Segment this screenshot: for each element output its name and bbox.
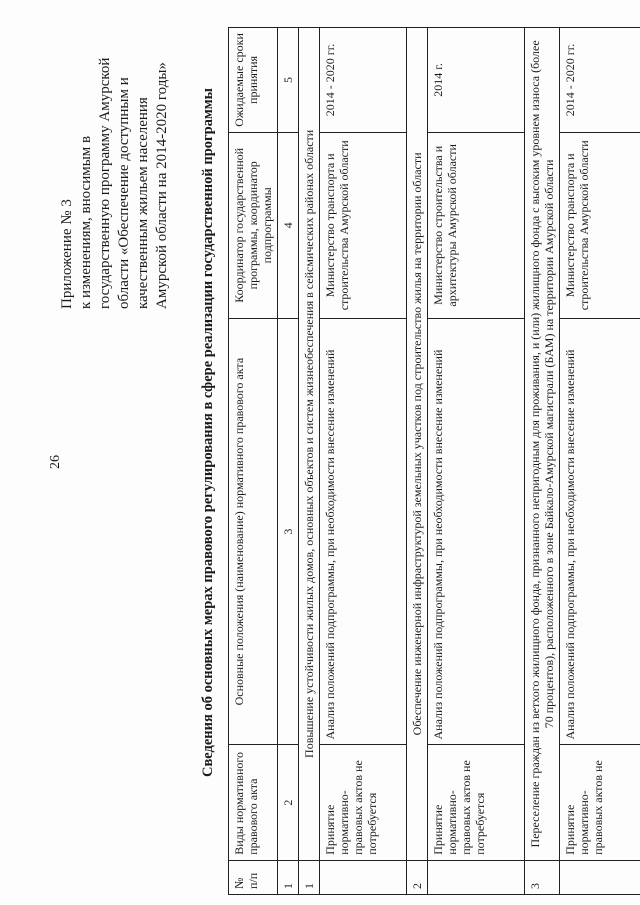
act-type-cell: Принятие нормативно-правовых актов не [560,745,640,860]
column-number: 3 [278,318,299,745]
section-title: Переселение граждан из ветхого жилищного фонда, признанного непригодным для проживания, и (или) жилищного фонда с высоким уровнем износа (более 70 процентов), расположенного в зоне Байкало-Амурской магистрали (БАМ) на территории Амурской области [525,28,560,861]
act-type-cell: Принятие нормативно-правовых актов не потребуется [320,745,407,860]
section-title: Обеспечение инженерной инфраструктурой земельных участков под строительство жилья на территории области [407,28,428,861]
appendix-line: области «Обеспечение доступным и [116,77,132,309]
row-number [428,860,525,894]
table-row [428,28,525,895]
header-coordinator: Координатор государственной программы, координатор подпрограммы [229,132,278,318]
section-number: 1 [299,860,320,894]
section-row [407,28,428,895]
coordinator-cell: Министерство строительства и архитектуры Амурской области [428,132,525,318]
appendix-line: качественным жильем населения [135,97,151,309]
section-number: 2 [407,860,428,894]
appendix-line: к изменениям, вносимым в [78,135,94,309]
table-header-row [229,28,278,895]
column-numbers-row [278,28,299,895]
coordinator-cell: Министерство транспорта и строительства Амурской области [320,132,407,318]
column-number: 4 [278,132,299,318]
document-title: Сведения об основных мерах правового регулирования в сфере реализации государственной программы [200,88,216,778]
provisions-cell: Анализ положений подпрограммы, при необходимости внесение изменений [560,318,640,745]
row-number [560,860,640,894]
header-provisions: Основные положения (наименование) нормативного правового акта [229,318,278,745]
header-num: № п/п [229,860,278,894]
provisions-cell: Анализ положений подпрограммы, при необходимости внесение изменений [428,318,525,745]
appendix-line: государственную программу Амурской [97,57,113,309]
appendix-line: Амурской области на 2014-2020 годы» [154,62,170,309]
provisions-cell: Анализ положений подпрограммы, при необходимости внесение изменений [320,318,407,745]
section-number: 3 [525,860,560,894]
section-title: Повышение устойчивости жилых домов, основных объектов и систем жизнеобеспечения в сейсмических районах области [299,28,320,861]
term-cell: 2014 - 2020 гг. [560,28,640,133]
section-row [525,28,560,895]
section-row [299,28,320,895]
appendix-line: Приложение № 3 [59,199,75,309]
measures-table [228,27,640,895]
table-row [320,28,407,895]
header-act-type: Виды нормативного правового акта [229,745,278,860]
appendix-caption [58,29,172,309]
table-row [560,28,640,895]
row-number [320,860,407,894]
act-type-cell: Принятие нормативно-правовых актов не потребуется [428,745,525,860]
column-number: 2 [278,745,299,860]
column-number: 1 [278,860,299,894]
header-term: Ожидаемые сроки принятия [229,28,278,133]
page-number: 26 [48,455,63,469]
column-number: 5 [278,28,299,133]
term-cell: 2014 г. [428,28,525,133]
coordinator-cell: Министерство транспорта и строительства Амурской области [560,132,640,318]
term-cell: 2014 - 2020 гг. [320,28,407,133]
